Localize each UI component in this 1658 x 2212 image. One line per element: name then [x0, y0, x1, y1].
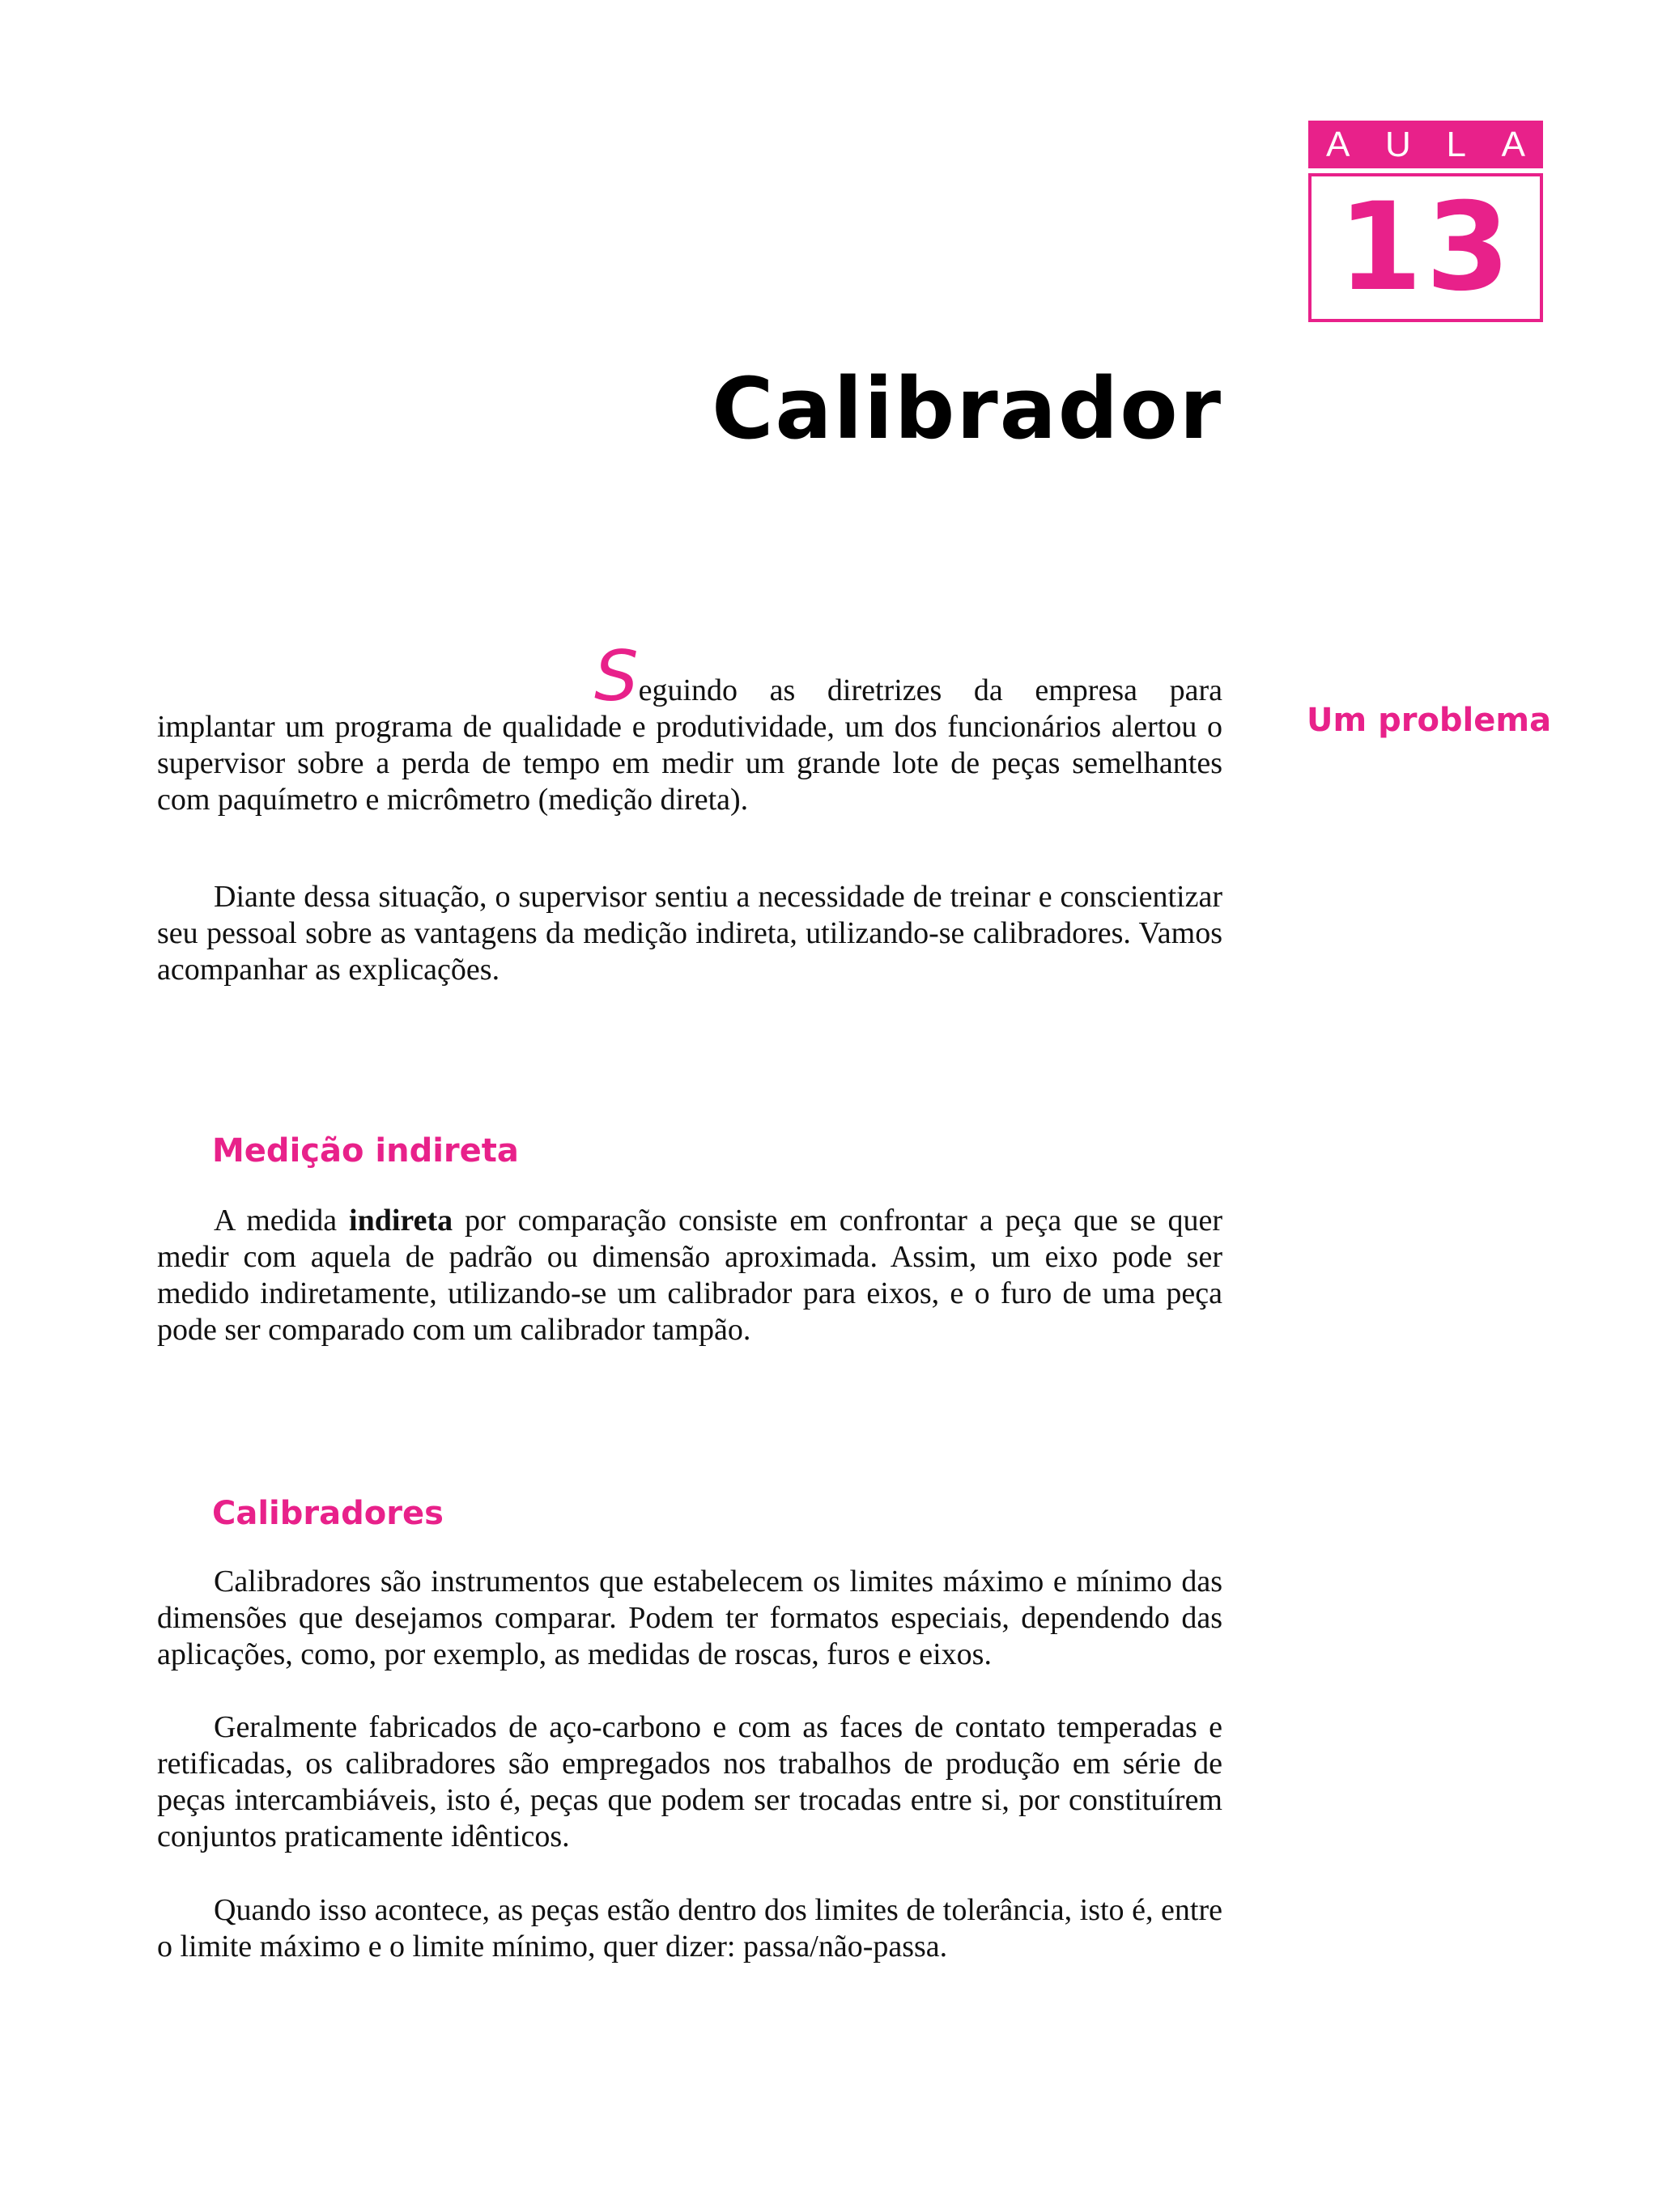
- section-heading-calibradores: Calibradores: [212, 1495, 444, 1532]
- section-heading-medicao-indireta: Medição indireta: [212, 1132, 519, 1170]
- medicao-bold-term: indireta: [349, 1204, 453, 1238]
- dropcap-indent: [157, 673, 594, 707]
- lesson-number: 13: [1308, 173, 1543, 322]
- intro-paragraph-1: [157, 636, 1222, 818]
- calibradores-paragraph-1: Calibradores são instrumentos que estabelecem os limites máximo e mínimo das dimensões que desejamos comparar. Podem ter formatos especiais, dependendo das aplicações, como, por exemplo, as medidas de roscas, furos e eixos.: [157, 1565, 1222, 1671]
- intro-paragraph-2: Diante dessa situação, o supervisor sentiu a necessidade de treinar e conscientizar seu pessoal sobre as vantagens da medição indireta, utilizando-se calibradores. Vamos acompanhar as explicações.: [157, 880, 1222, 987]
- calibradores-paragraph-2: Geralmente fabricados de aço-carbono e com as faces de contato temperadas e retificadas, os calibradores são empregados nos trabalhos de produção em série de peças intercambiáveis, isto é, peças que podem ser trocadas entre si, por constituírem conjuntos praticamente idênticos.: [157, 1710, 1222, 1853]
- page-title: Calibrador: [712, 359, 1222, 458]
- medicao-text-before: A medida: [214, 1204, 350, 1238]
- aula-letter: A: [1501, 125, 1525, 164]
- sidebar-heading: Um problema: [1307, 702, 1552, 739]
- medicao-text-after: por comparação consiste em confrontar a peça que se quer medir com aquela de padrão ou dimensão aproximada. Assim, um eixo pode ser medido indiretamente, utilizando-se um calibrador para eixos, e o furo de uma peça pode ser comparado com um calibrador tampão.: [157, 1204, 1222, 1347]
- aula-label: [1308, 121, 1543, 168]
- aula-letter: U: [1385, 125, 1411, 164]
- dropcap-letter: S: [594, 636, 639, 717]
- aula-letter: A: [1326, 125, 1350, 164]
- calibradores-paragraph-3: Quando isso acontece, as peças estão dentro dos limites de tolerância, isto é, entre o limite máximo e o limite mínimo, quer dizer: passa/não-passa.: [157, 1893, 1222, 1964]
- intro-paragraph-1-text: eguindo as diretrizes da empresa para implantar um programa de qualidade e produtividade, um dos funcionários alertou o supervisor sobre a perda de tempo em medir um grande lote de peças semelhantes com paquímetro e micrômetro (medição direta).: [157, 673, 1222, 817]
- medicao-indireta-paragraph: [157, 1203, 1222, 1348]
- aula-letter: L: [1446, 125, 1466, 164]
